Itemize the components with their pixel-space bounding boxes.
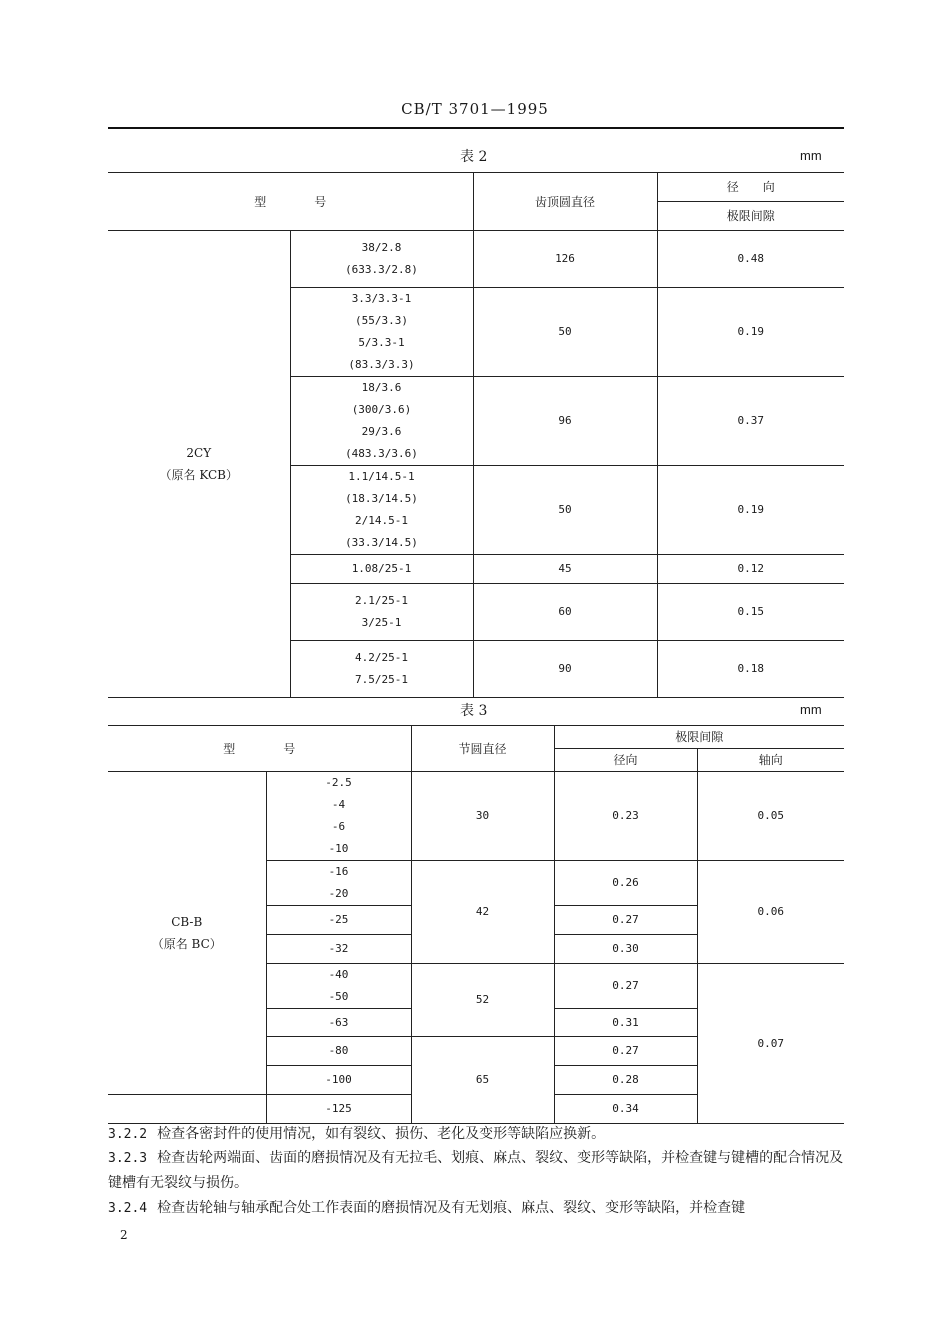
table3-unit: mm	[800, 702, 822, 717]
table3-group-name: CB-B	[171, 915, 203, 929]
paragraph-text: 检查齿轮两端面、齿面的磨损情况及有无拉毛、划痕、麻点、裂纹、变形等缺陷，并检查键与键槽的配合情况及键槽有无裂纹与损伤。	[108, 1150, 844, 1191]
table3-radial-cell: 0.34	[554, 1095, 697, 1124]
table3-radial-cell: 0.26	[554, 861, 697, 906]
table3-axial-cell: 0.06	[697, 861, 844, 964]
table3-model-cell: -32	[266, 935, 411, 964]
table2-header-diameter: 齿顶圆直径	[473, 173, 657, 231]
table3-header-axial: 轴向	[697, 749, 844, 772]
table2-header-limit: 极限间隙	[657, 202, 844, 231]
table2-caption: 表 2	[460, 149, 488, 165]
table2-diameter-cell: 60	[473, 584, 657, 641]
table3-radial-cell: 0.30	[554, 935, 697, 964]
table3-header-limit: 极限间隙	[554, 726, 844, 749]
page-number: 2	[120, 1228, 128, 1242]
table2-header-model: 型 号	[108, 173, 473, 231]
table3-group	[108, 772, 266, 1095]
paragraph-3-2-4	[108, 1196, 844, 1221]
table2	[108, 172, 844, 698]
table2-model-cell: 18/3.6 (300/3.6) 29/3.6 (483.3/3.6)	[290, 377, 473, 466]
table3-axial-cell: 0.05	[697, 772, 844, 861]
paragraph-3-2-2	[108, 1122, 844, 1147]
table3-model-cell: -125	[266, 1095, 411, 1124]
table3-radial-cell: 0.27	[554, 964, 697, 1009]
table2-diameter-cell: 50	[473, 466, 657, 555]
table2-diameter-cell: 96	[473, 377, 657, 466]
table2-header-radial: 径 向	[657, 173, 844, 202]
table2-clearance-cell: 0.48	[657, 231, 844, 288]
table3-header-radial: 径向	[554, 749, 697, 772]
table3-group-alias: （原名 BC）	[151, 937, 222, 951]
document-id: CB/T 3701—1995	[401, 100, 549, 118]
table3-model-cell: -25	[266, 906, 411, 935]
table2-group-name: 2CY	[186, 446, 212, 460]
table2-clearance-cell: 0.19	[657, 288, 844, 377]
section-number: 3.2.2	[108, 1127, 148, 1142]
table3-model-cell: -2.5 -4 -6 -10	[266, 772, 411, 861]
table2-model-cell: 4.2/25-1 7.5/25-1	[290, 641, 473, 698]
table2-diameter-cell: 45	[473, 555, 657, 584]
table3-radial-cell: 0.28	[554, 1066, 697, 1095]
table3-radial-cell: 0.27	[554, 906, 697, 935]
table3-model-cell: -80	[266, 1037, 411, 1066]
table3-axial-cell: 0.07	[697, 964, 844, 1124]
table2-clearance-cell: 0.15	[657, 584, 844, 641]
table2-diameter-cell: 126	[473, 231, 657, 288]
table2-clearance-cell: 0.19	[657, 466, 844, 555]
table3-radial-cell: 0.27	[554, 1037, 697, 1066]
table3-header-pitch: 节圆直径	[411, 726, 554, 772]
table2-clearance-cell: 0.12	[657, 555, 844, 584]
table3-pitch-cell: 52	[411, 964, 554, 1037]
table3-radial-cell: 0.31	[554, 1009, 697, 1037]
table3-header-model: 型 号	[108, 726, 411, 772]
table3-caption: 表 3	[460, 703, 488, 719]
table2-model-cell: 38/2.8 (633.3/2.8)	[290, 231, 473, 288]
table2-model-cell: 3.3/3.3-1 (55/3.3) 5/3.3-1 (83.3/3.3)	[290, 288, 473, 377]
table2-model-cell: 1.08/25-1	[290, 555, 473, 584]
table3	[108, 725, 844, 1124]
table2-diameter-cell: 90	[473, 641, 657, 698]
table2-unit: mm	[800, 148, 822, 163]
table3-model-cell: -63	[266, 1009, 411, 1037]
paragraph-text: 检查各密封件的使用情况，如有裂纹、损伤、老化及变形等缺陷应换新。	[157, 1126, 606, 1142]
table3-radial-cell: 0.23	[554, 772, 697, 861]
table3-pitch-cell: 42	[411, 861, 554, 964]
table2-model-cell: 1.1/14.5-1 (18.3/14.5) 2/14.5-1 (33.3/14.5)	[290, 466, 473, 555]
table2-group-alias: （原名 KCB）	[159, 468, 238, 482]
table3-group-spacer	[108, 1095, 266, 1124]
table3-model-cell: -16 -20	[266, 861, 411, 906]
section-number: 3.2.4	[108, 1201, 148, 1216]
table3-model-cell: -100	[266, 1066, 411, 1095]
table3-pitch-cell: 65	[411, 1037, 554, 1124]
paragraph-text: 检查齿轮轴与轴承配合处工作表面的磨损情况及有无划痕、麻点、裂纹、变形等缺陷，并检查键	[157, 1200, 746, 1216]
table2-clearance-cell: 0.37	[657, 377, 844, 466]
table2-clearance-cell: 0.18	[657, 641, 844, 698]
table2-diameter-cell: 50	[473, 288, 657, 377]
table3-pitch-cell: 30	[411, 772, 554, 861]
table2-group	[108, 231, 290, 698]
table3-model-cell: -40 -50	[266, 964, 411, 1009]
table2-model-cell: 2.1/25-1 3/25-1	[290, 584, 473, 641]
section-number: 3.2.3	[108, 1151, 148, 1166]
paragraph-3-2-3	[108, 1146, 844, 1195]
header-rule	[108, 127, 844, 129]
